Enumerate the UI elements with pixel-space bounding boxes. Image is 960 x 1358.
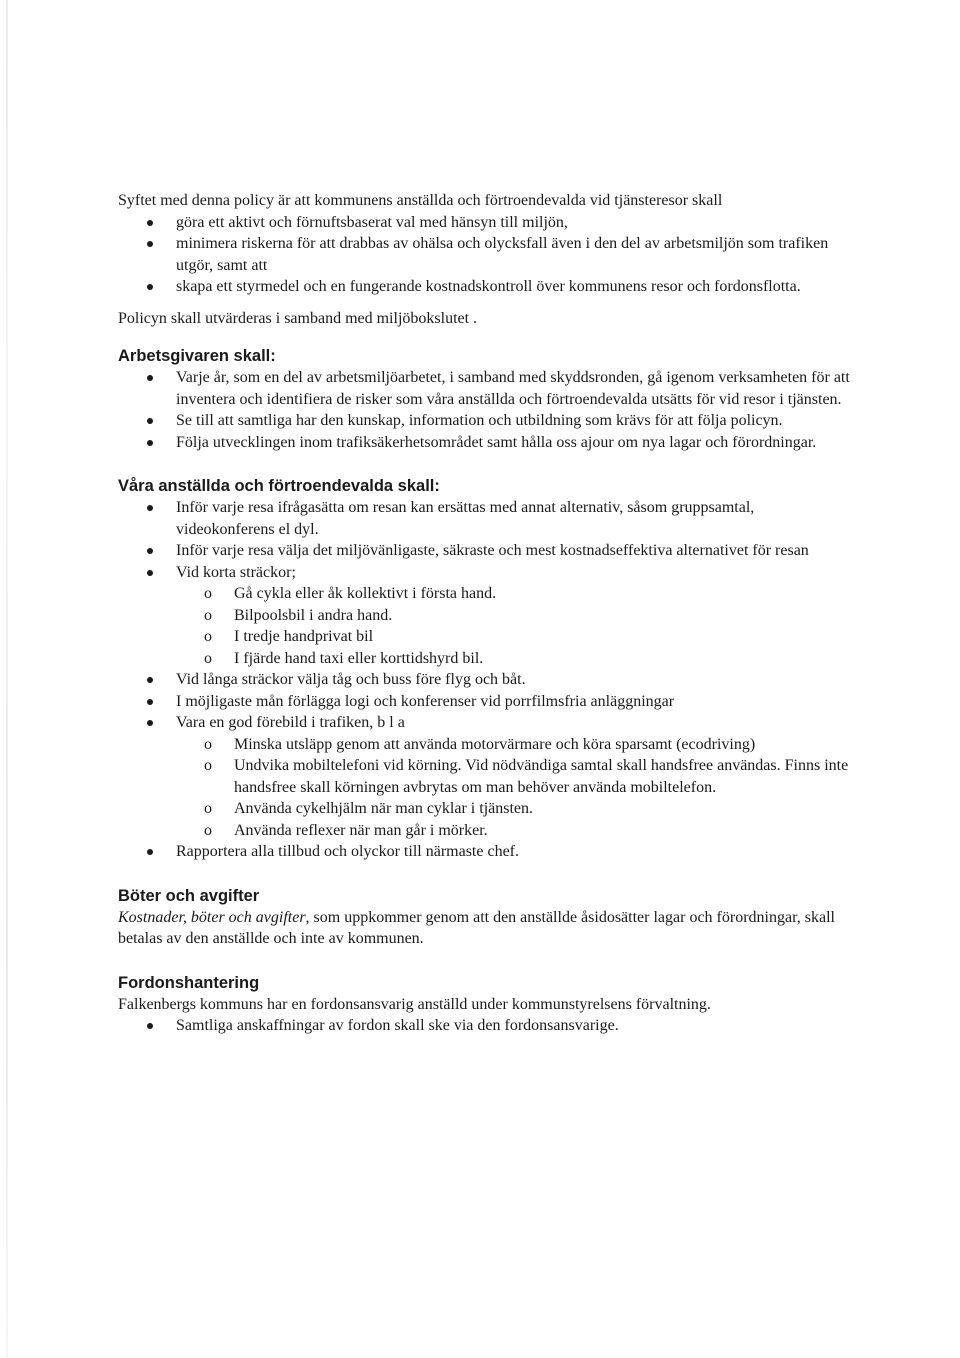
purpose-list	[118, 212, 853, 298]
sub-list-item: o Använda cykelhjälm när man cyklar i tjänsten.	[118, 798, 853, 820]
list-item: Inför varje resa välja det miljövänligaste, säkraste och mest kostnadseffektiva alternativet för resan	[118, 540, 853, 562]
list-item: skapa ett styrmedel och en fungerande kostnadskontroll över kommunens resor och fordonsflotta.	[118, 276, 853, 298]
page-edge-shadow	[6, 0, 8, 1358]
vehicles-heading: Fordonshantering	[118, 973, 260, 992]
list-item: Inför varje resa ifrågasätta om resan kan ersättas med annat alternativ, såsom gruppsamtal, videokonferens el dyl.	[118, 497, 853, 540]
evaluation-paragraph: Policyn skall utvärderas i samband med miljöbokslutet .	[118, 309, 478, 327]
short-trips-list	[118, 583, 853, 669]
staff-list-continued	[118, 669, 853, 734]
sub-list-item: o Minska utsläpp genom att använda motorvärmare och köra sparsamt (ecodriving)	[118, 734, 853, 756]
fines-paragraph	[118, 907, 853, 950]
staff-heading: Våra anställda och förtroendevalda skall:	[118, 477, 440, 495]
intro-paragraph: Syftet med denna policy är att kommunens anställda och förtroendevalda vid tjänsteresor skall	[118, 192, 723, 209]
sub-list-item: o I fjärde hand taxi eller korttidshyrd bil.	[118, 648, 853, 670]
employer-list	[118, 367, 853, 453]
staff-list-end	[118, 841, 853, 863]
list-item: Följa utvecklingen inom trafiksäkerhetsområdet samt hålla oss ajour om nya lagar och förordningar.	[118, 432, 853, 454]
employer-heading: Arbetsgivaren skall:	[118, 347, 276, 365]
list-item: minimera riskerna för att drabbas av ohälsa och olycksfall även i den del av arbetsmiljön som trafiken utgör, samt att	[118, 233, 853, 276]
list-item: Varje år, som en del av arbetsmiljöarbetet, i samband med skyddsronden, gå igenom verksamheten för att inventera och identifiera de risker som våra anställda och förtroendevalda utsätts för vid resor i tjänsten.	[118, 367, 853, 410]
fines-text: , som uppkommer genom att den anställde åsidosätter lagar och förordningar, skall betalas av den anställde och inte av kommunen.	[118, 908, 835, 947]
list-item: Se till att samtliga har den kunskap, information och utbildning som krävs för att följa policyn.	[118, 410, 853, 432]
sub-list-item: o Bilpoolsbil i andra hand.	[118, 605, 853, 627]
sub-list-item: o I tredje handprivat bil	[118, 626, 853, 648]
list-item: Samtliga anskaffningar av fordon skall ske via den fordonsansvarige.	[118, 1015, 853, 1037]
staff-list	[118, 497, 853, 583]
list-item: Vara en god förebild i trafiken, b l a	[118, 712, 853, 734]
vehicles-list	[118, 1015, 853, 1037]
list-item: Vid korta sträckor;	[118, 562, 853, 584]
list-item: göra ett aktivt och förnuftsbaserat val med hänsyn till miljön,	[118, 212, 853, 234]
sub-list-item: o Undvika mobiltelefoni vid körning. Vid nödvändiga samtal skall handsfree användas. Finns inte handsfree skall körningen avbrytas om man behöver använda mobiltelefon.	[118, 755, 853, 798]
fines-heading: Böter och avgifter	[118, 886, 260, 905]
list-item: Vid långa sträckor välja tåg och buss före flyg och båt.	[118, 669, 853, 691]
vehicles-paragraph: Falkenbergs kommuns har en fordonsansvarig anställd under kommunstyrelsens förvaltning.	[118, 995, 711, 1013]
list-item: Rapportera alla tillbud och olyckor till närmaste chef.	[118, 841, 853, 863]
fines-italic: Kostnader, böter och avgifter	[118, 908, 306, 926]
document-page	[118, 190, 853, 1037]
list-item: I möjligaste mån förlägga logi och konferenser vid porrfilmsfria anläggningar	[118, 691, 853, 713]
sub-list-item: o Gå cykla eller åk kollektivt i första hand.	[118, 583, 853, 605]
sub-list-item: o Använda reflexer när man går i mörker.	[118, 820, 853, 842]
role-model-list	[118, 734, 853, 842]
